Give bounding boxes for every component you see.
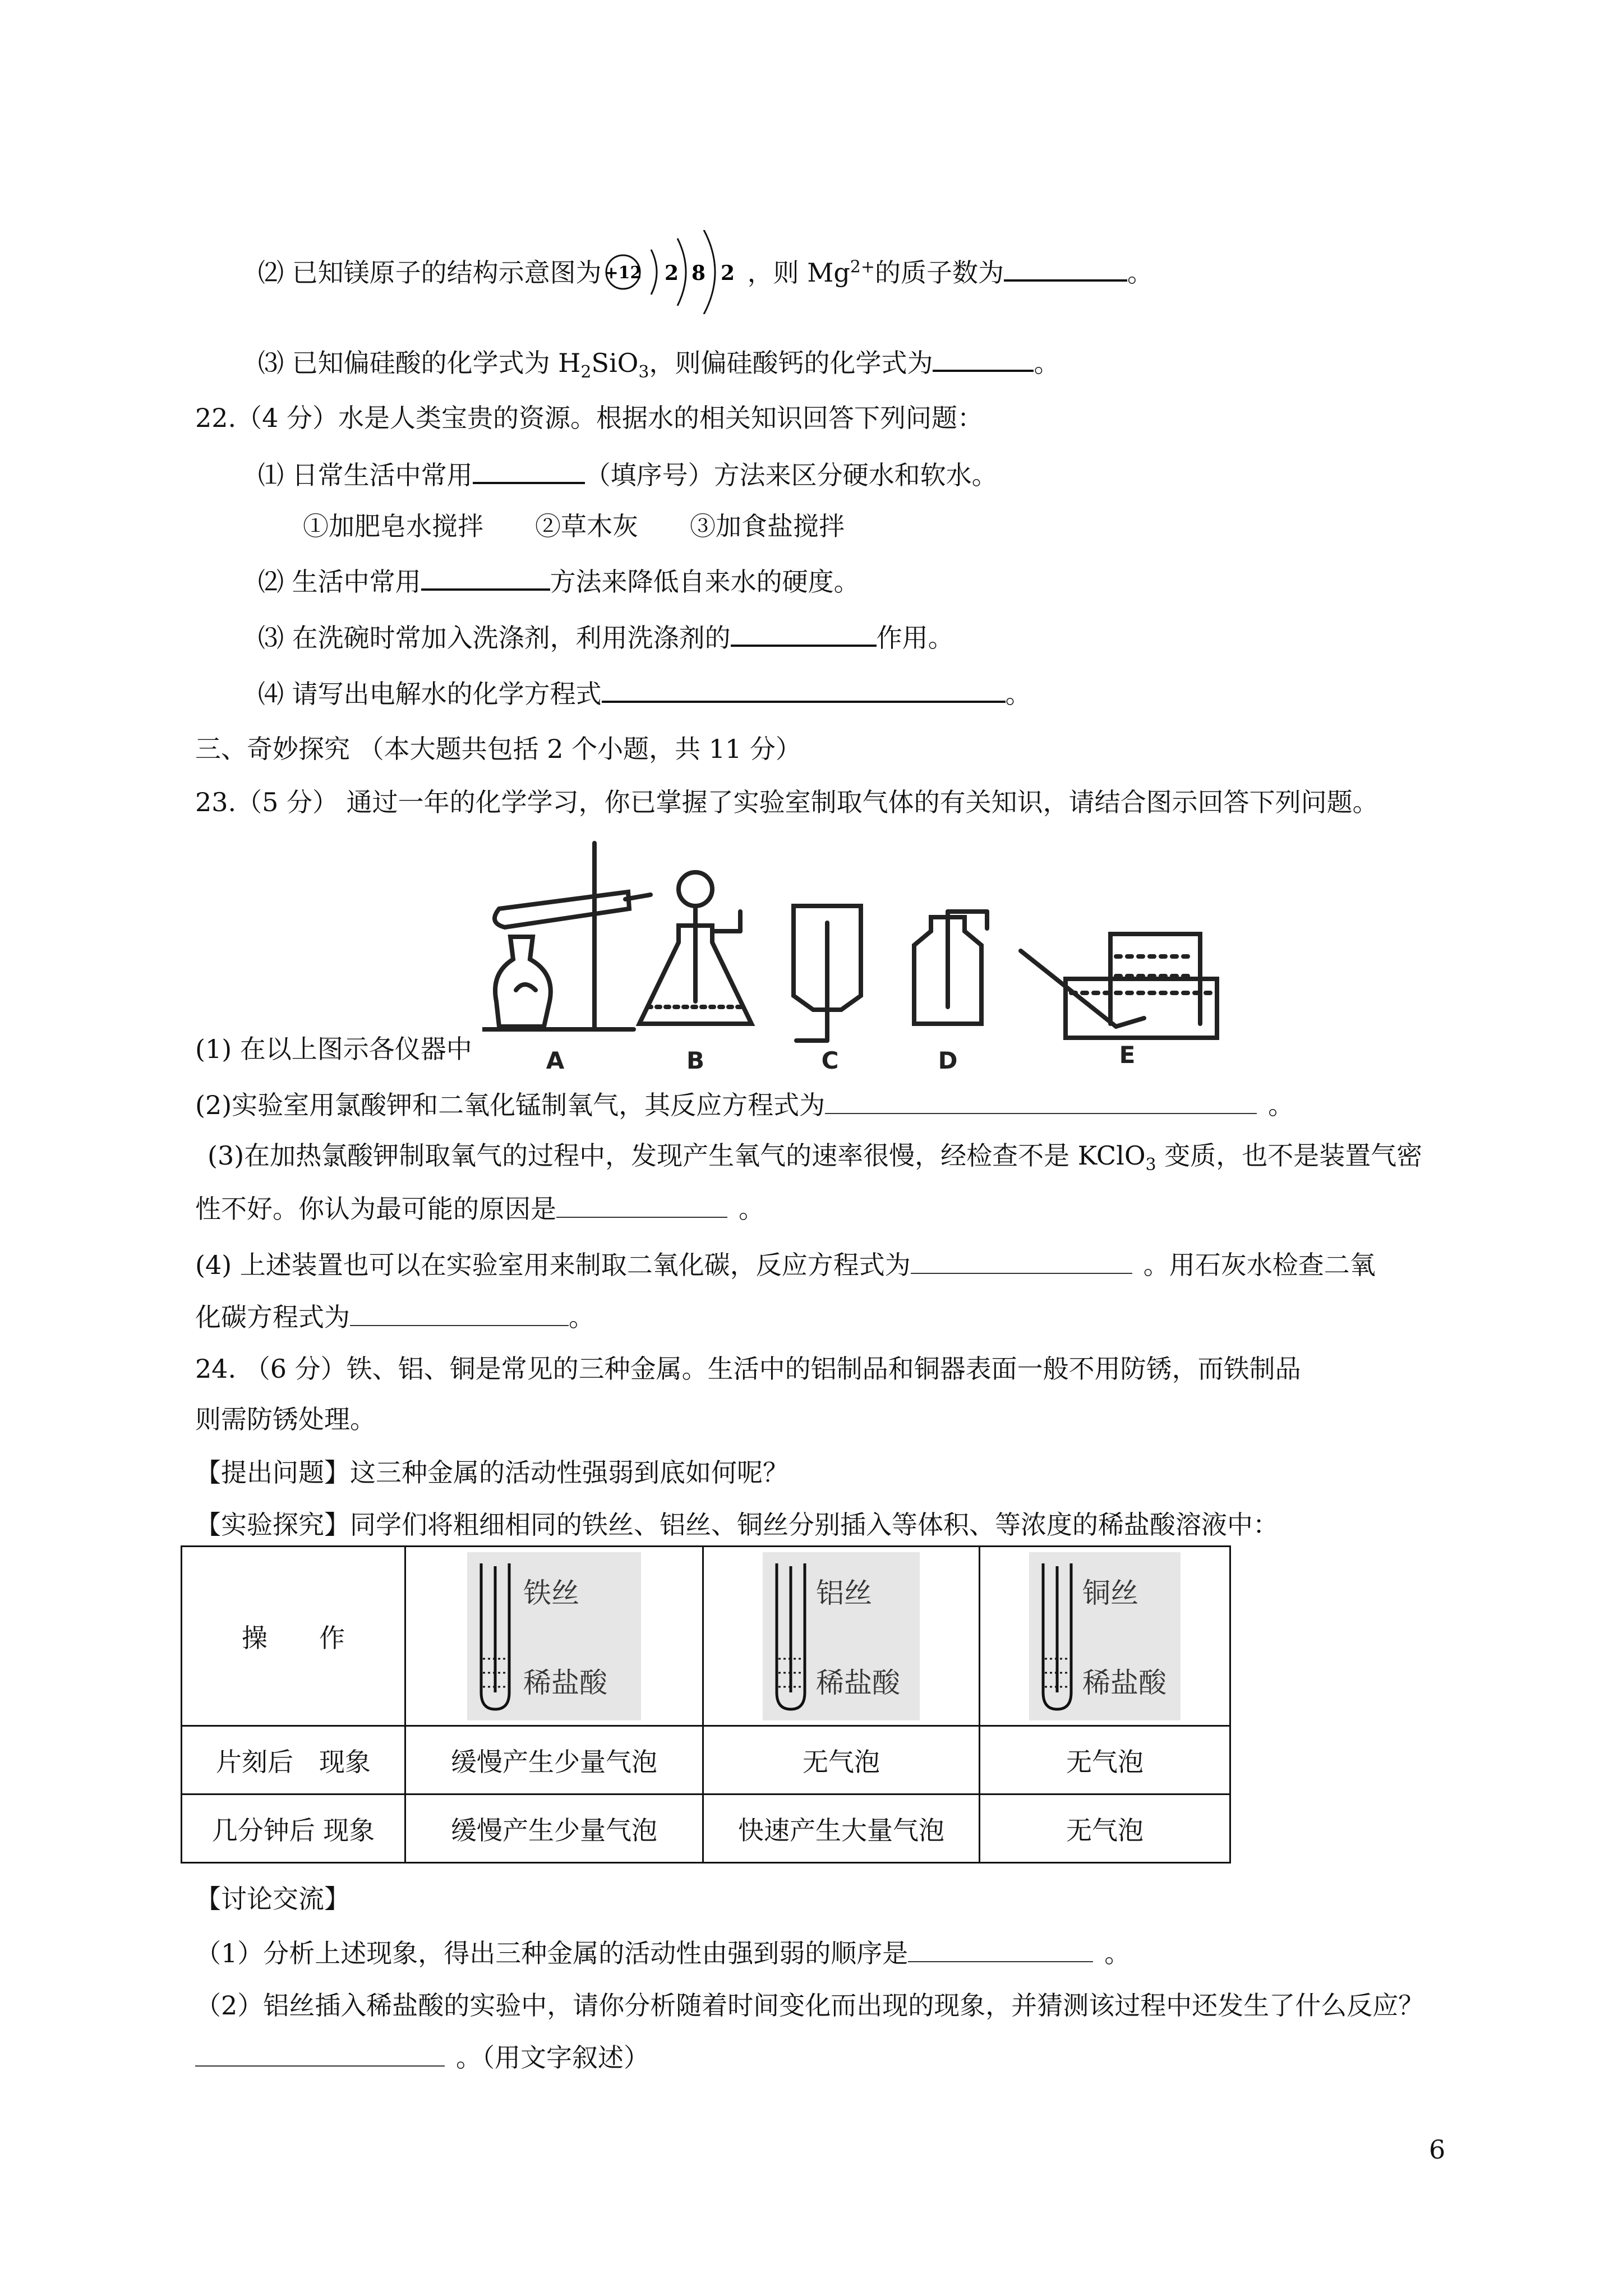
table-cell: 缓慢产生少量气泡	[405, 1726, 703, 1795]
answer-blank[interactable]	[1004, 255, 1127, 282]
table-cell: 无气泡	[980, 1795, 1230, 1863]
q23-part4: (4) 上述装置也可以在实验室用来制取二氧化碳，反应方程式为 。用石灰水检查二氧	[195, 1248, 1376, 1282]
tube-cell-copper	[980, 1547, 1230, 1726]
atom-nucleus-label: +12	[604, 263, 642, 283]
q24-discuss-part2-answer: 。（用文字叙述）	[195, 2041, 649, 2074]
table-row	[182, 1547, 1230, 1726]
atom-shell1-electrons: 2	[664, 261, 679, 285]
q22-options: ①加肥皂水搅拌 ②草木灰 ③加食盐搅拌	[303, 511, 845, 541]
answer-blank[interactable]	[350, 1300, 569, 1326]
q22-part3: ⑶ 在洗碗时常加入洗涤剂，利用洗涤剂的 作用。	[258, 620, 954, 655]
answer-blank[interactable]	[908, 1936, 1093, 1962]
tube-cell-aluminum	[703, 1547, 980, 1726]
q23-part3-cont: 性不好。你认为最可能的原因是 。	[195, 1192, 764, 1226]
q22-part2: ⑵ 生活中常用 方法来降低自来水的硬度。	[258, 564, 860, 599]
answer-blank[interactable]	[825, 1088, 1257, 1114]
table-cell: 缓慢产生少量气泡	[405, 1795, 703, 1863]
tube-wire-label: 铜丝	[1082, 1576, 1138, 1609]
answer-blank[interactable]	[731, 620, 877, 647]
answer-blank[interactable]	[556, 1192, 727, 1218]
table-row	[182, 1795, 1230, 1863]
q24-explore: 【实验探究】同学们将粗细相同的铁丝、铝丝、铜丝分别插入等体积、等浓度的稀盐酸溶液中：	[195, 1510, 1279, 1540]
answer-blank[interactable]	[473, 457, 585, 484]
operation-header: 操 作	[182, 1547, 405, 1726]
atom-shell3-electrons: 2	[720, 261, 735, 285]
q22-part1: ⑴ 日常生活中常用 （填序号）方法来区分硬水和软水。	[258, 457, 998, 492]
row-label: 片刻后 现象	[182, 1726, 405, 1795]
q24-discuss-part1: （1）分析上述现象，得出三种金属的活动性由强到弱的顺序是 。	[195, 1936, 1130, 1970]
table-cell: 无气泡	[703, 1726, 980, 1795]
apparatus-label-a: A	[546, 1047, 565, 1074]
apparatus-label-d: D	[938, 1047, 958, 1074]
q21-part2: ⑵ 已知镁原子的结构示意图为 +12 2 8 2 ，则 $Mg^{2+}$的质子数为 。	[258, 247, 1153, 303]
q24-title-cont: 则需防锈处理。	[195, 1404, 376, 1434]
answer-blank[interactable]	[911, 1248, 1132, 1274]
q22-part4: ⑷ 请写出电解水的化学方程式 。	[258, 676, 1031, 711]
answer-blank[interactable]	[195, 2041, 445, 2067]
lab-apparatus-figure	[482, 839, 1234, 1085]
answer-blank[interactable]	[933, 345, 1034, 372]
tube-acid-label: 稀盐酸	[816, 1666, 900, 1699]
q23-part1: (1) 在以上图示各仪器中	[195, 1034, 472, 1064]
magnesium-atom-structure-diagram	[602, 247, 748, 303]
page-number: 6	[1429, 2134, 1446, 2165]
table-cell: 无气泡	[980, 1726, 1230, 1795]
answer-blank[interactable]	[602, 676, 1006, 703]
q23-title: 23.（5 分） 通过一年的化学学习，你已掌握了实验室制取气体的有关知识，请结合图示回答下列问题。	[195, 787, 1378, 817]
q24-discuss-part2: （2）铝丝插入稀盐酸的实验中，请你分析随着时间变化而出现的现象，并猜测该过程中还发生了什么反应？	[195, 1990, 1424, 2021]
tube-wire-label: 铁丝	[523, 1576, 579, 1609]
row-label: 几分钟后 现象	[182, 1795, 405, 1863]
section3-heading: 三、奇妙探究 （本大题共包括 2 个小题，共 11 分）	[195, 734, 801, 764]
tube-acid-label: 稀盐酸	[1082, 1666, 1166, 1699]
q22-title: 22.（4 分）水是人类宝贵的资源。根据水的相关知识回答下列问题：	[195, 403, 984, 433]
test-tube-iron-icon	[467, 1552, 641, 1720]
test-tube-copper-icon	[1029, 1552, 1181, 1720]
apparatus-label-c: C	[821, 1047, 839, 1074]
tube-wire-label: 铝丝	[816, 1576, 872, 1609]
q21-part3: ⑶ 已知偏硅酸的化学式为 $H_2SiO_3$，则偏硅酸钙的化学式为 。	[258, 345, 1059, 389]
answer-blank[interactable]	[421, 564, 550, 591]
experiment-table	[181, 1545, 1231, 1864]
q24-title: 24. （6 分）铁、铝、铜是常见的三种金属。生活中的铝制品和铜器表面一般不用防锈，而铁制品	[195, 1354, 1301, 1384]
q24-discuss-heading: 【讨论交流】	[195, 1884, 350, 1914]
tube-acid-label: 稀盐酸	[523, 1666, 607, 1699]
test-tube-aluminum-icon	[763, 1552, 920, 1720]
table-cell: 快速产生大量气泡	[703, 1795, 980, 1863]
q23-part3: (3)在加热氯酸钾制取氧气的过程中，发现产生氧气的速率很慢，经检查不是 KClO$_3$ 变质，也不是装置气密	[208, 1140, 1423, 1175]
q23-part4-cont: 化碳方程式为 。	[195, 1300, 594, 1334]
atom-shell2-electrons: 8	[691, 261, 706, 285]
apparatus-label-b: B	[686, 1047, 705, 1074]
table-row	[182, 1726, 1230, 1795]
q23-part2: (2)实验室用氯酸钾和二氧化锰制氧气，其反应方程式为 。	[195, 1088, 1294, 1122]
tube-cell-iron	[405, 1547, 703, 1726]
apparatus-label-e: E	[1119, 1041, 1136, 1069]
q24-question: 【提出问题】这三种金属的活动性强弱到底如何呢？	[195, 1457, 789, 1488]
